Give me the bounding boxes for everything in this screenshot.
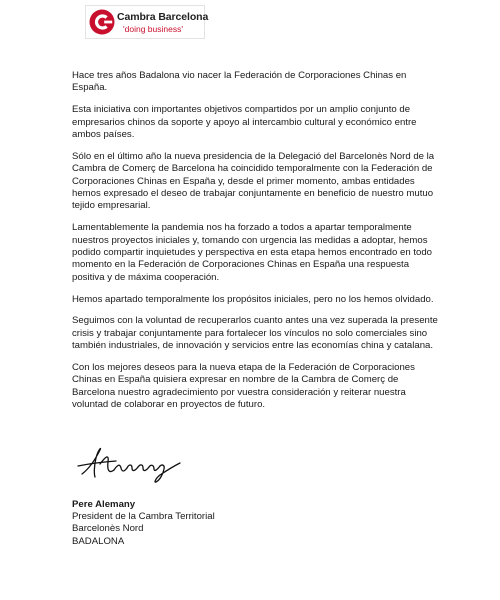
letter-body xyxy=(72,70,444,421)
signer-name: Pere Alemany xyxy=(72,499,136,510)
signature-block xyxy=(72,499,215,548)
handwritten-signature xyxy=(76,444,206,484)
logo-name: Cambra Barcelona xyxy=(117,11,209,23)
paragraph: Esta iniciativa con importantes objetivos compartidos por un amplio conjunto de empresarios chinos da soporte y apoyo al intercambio cultural y económico entre ambos países. xyxy=(72,104,417,141)
paragraph: Hace tres años Badalona vio nacer la Federación de Corporaciones Chinas en España. xyxy=(72,70,407,94)
cambra-barcelona-logo xyxy=(85,5,209,39)
paragraph: Seguimos con la voluntad de recuperarlos cuanto antes una vez superada la presente crisis y trabajar conjuntamente para fortalecer los vínculos no solo comerciales sino también industriales, de innovación y servicios entre las economías china y catalana. xyxy=(72,315,438,352)
paragraph: Hemos apartado temporalmente los propósitos iniciales, pero no los hemos olvidado. xyxy=(72,293,434,305)
paragraph: Con los mejores deseos para la nueva etapa de la Federación de Corporaciones Chinas en España quisiera expresar en nombre de la Cambra de Comerç de Barcelona nuestro agradecimiento por vuestra consideración y reiterar nuestra voluntad de colaborar en proyectos de futuro. xyxy=(72,362,415,411)
paragraph: Sólo en el último año la nueva presidencia de la Delegació del Barcelonès Nord de la Cambra de Comerç de Barcelona ha coincidido temporalmente con la Federación de Corporaciones Chinas en España y, desde el primer momento, ambas entidades hemos expresado el deseo de trabajar conjuntamente en beneficio de nuestro mutuo tejido empresarial. xyxy=(72,150,435,212)
signer-region: Barcelonès Nord xyxy=(72,523,144,535)
signer-city: BADALONA xyxy=(72,535,125,547)
signer-title: President de la Cambra Territorial xyxy=(72,511,215,523)
cambra-c-logo-icon xyxy=(89,9,115,35)
paragraph: Lamentablemente la pandemia nos ha forzado a todos a apartar temporalmente nuestros proyectos iniciales y, tomando con urgencia las medidas a adoptar, hemos podido compartir inquietudes y perspectiva en esta etapa hemos encontrado en todo momento en la Federación de Corporaciones Chinas en España una respuesta positiva y de máxima cooperación. xyxy=(72,222,432,283)
logo-tagline: 'doing business' xyxy=(123,24,183,34)
